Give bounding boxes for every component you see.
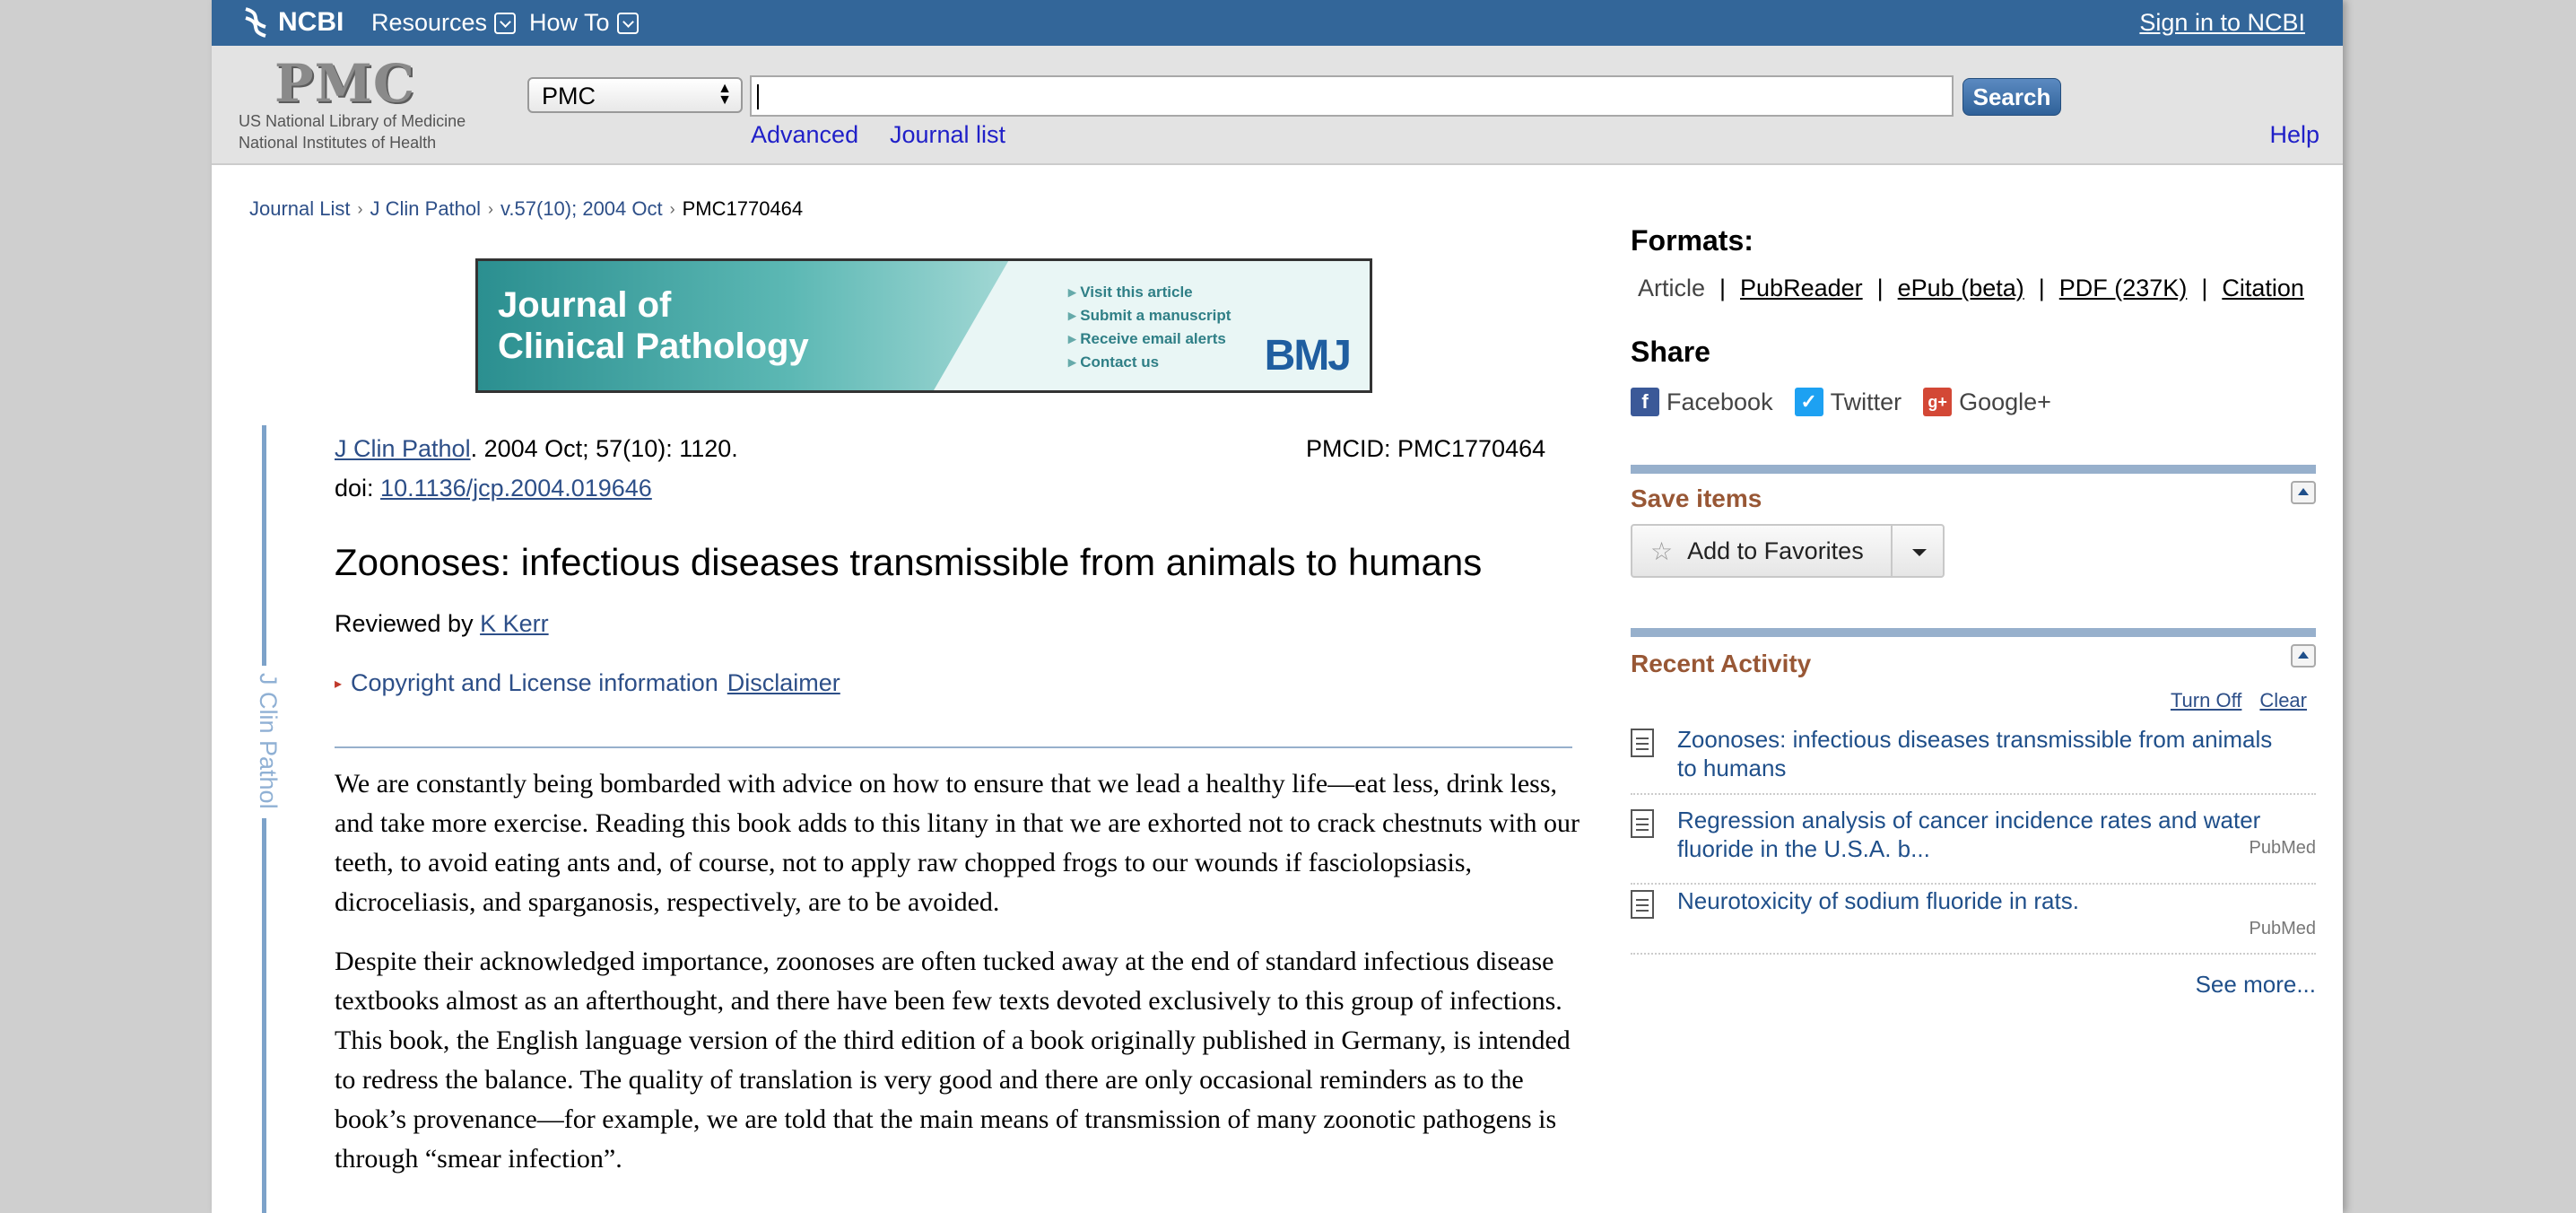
breadcrumb-journal-list[interactable]: Journal List	[249, 197, 351, 220]
pmc-logo[interactable]	[239, 53, 490, 153]
banner-journal-line-1: Journal of	[498, 285, 672, 325]
paragraph: Despite their acknowledged importance, zoonoses are often tucked away at the end of standard infectious disease textbooks almost as an afterthought, and there have been few texts devoted exclusively to this group of infections. This book, the English language version of the third edition of a book originally published in Germany, is intended to redress the balance. The quality of translation is very good and there are only occasional reminders as to the book’s provenance—for example, we are told that the main means of transmission of many zoonotic pathogens is through “smear infection”.	[335, 947, 1571, 1174]
document-icon	[1631, 809, 1654, 838]
chevron-down-icon	[617, 13, 639, 34]
share-google-label: Google+	[1959, 388, 2051, 415]
select-arrows-icon: ▲ ▼	[718, 81, 732, 108]
recent-activity-heading: Recent Activity	[1631, 650, 1812, 677]
breadcrumb-current: PMC1770464	[682, 197, 804, 220]
share-twitter[interactable]	[1795, 388, 1902, 416]
recent-activity-source: PubMed	[2249, 838, 2316, 858]
turn-off-link[interactable]: Turn Off	[2170, 689, 2242, 711]
recent-activity-source: PubMed	[2249, 919, 2316, 938]
document-icon	[1631, 729, 1654, 757]
journal-side-label-text: J Clin Pathol	[255, 673, 282, 809]
database-select[interactable]	[527, 77, 743, 113]
add-to-favorites-label: Add to Favorites	[1687, 537, 1864, 564]
pmc-logo-mark: PMC	[274, 53, 415, 114]
howto-menu[interactable]	[529, 9, 639, 37]
chevron-right-icon: ›	[357, 199, 363, 218]
breadcrumb-issue[interactable]: v.57(10); 2004 Oct	[500, 197, 663, 220]
triangle-right-icon: ▸	[335, 676, 343, 692]
recent-activity-item[interactable]	[1631, 806, 2316, 885]
banner-journal-name	[498, 284, 809, 367]
reviewed-label: Reviewed by	[335, 610, 481, 637]
chevron-right-icon: ›	[488, 199, 494, 218]
formats-list	[1638, 275, 2304, 302]
article-body	[335, 764, 1583, 1199]
bmj-logo: BMJ	[1264, 332, 1350, 380]
format-article: Article	[1638, 275, 1706, 301]
copyright-toggle[interactable]: Copyright and License information	[351, 669, 718, 696]
search-header	[212, 46, 2343, 165]
resources-label: Resources	[371, 9, 488, 36]
share-google[interactable]	[1923, 388, 2051, 416]
sign-in-link[interactable]: Sign in to NCBI	[2139, 9, 2305, 36]
ncbi-helix-icon	[240, 5, 271, 39]
format-epub[interactable]: ePub (beta)	[1897, 275, 2024, 301]
star-icon: ☆	[1650, 537, 1674, 565]
journal-link[interactable]: J Clin Pathol	[335, 435, 471, 462]
separator: |	[2038, 275, 2045, 301]
howto-label: How To	[529, 9, 610, 36]
recent-activity-bar	[1631, 628, 2316, 637]
share-facebook[interactable]	[1631, 388, 1773, 416]
separator: |	[1719, 275, 1727, 301]
format-citation[interactable]: Citation	[2222, 275, 2304, 301]
separator: |	[1876, 275, 1884, 301]
text-cursor	[757, 84, 759, 109]
copyright-row	[335, 669, 840, 697]
banner-journal-line-2: Clinical Pathology	[498, 327, 809, 366]
ncbi-logo[interactable]	[240, 5, 344, 39]
disclaimer-link[interactable]: Disclaimer	[727, 669, 840, 696]
facebook-icon: f	[1631, 388, 1659, 416]
divider	[335, 746, 1572, 748]
add-to-favorites-button[interactable]	[1632, 526, 1893, 576]
save-items-heading: Save items	[1631, 484, 1762, 512]
separator: |	[2201, 275, 2208, 301]
banner-link-alerts[interactable]: ▸ Receive email alerts	[1068, 327, 1231, 351]
chevron-right-icon: ›	[669, 199, 675, 218]
recent-activity-item[interactable]	[1631, 725, 2316, 795]
reviewed-by	[335, 610, 549, 638]
format-pdf[interactable]: PDF (237K)	[2058, 275, 2188, 301]
pmcid: PMCID: PMC1770464	[1306, 435, 1546, 462]
recent-activity-item[interactable]	[1631, 886, 2316, 955]
page	[212, 0, 2343, 1213]
banner-link-visit[interactable]: ▸ Visit this article	[1068, 281, 1231, 304]
journal-banner[interactable]	[475, 258, 1372, 393]
database-select-value: PMC	[542, 83, 596, 109]
format-pubreader[interactable]: PubReader	[1740, 275, 1863, 301]
journal-list-link[interactable]: Journal list	[890, 121, 1006, 148]
collapse-recent-activity-icon[interactable]	[2291, 644, 2316, 668]
document-icon	[1631, 890, 1654, 919]
journal-side-label	[230, 666, 300, 818]
journal-side-line	[262, 425, 266, 1213]
citation	[335, 429, 738, 508]
doi-label: doi:	[335, 475, 381, 502]
help-link[interactable]: Help	[2269, 121, 2319, 148]
add-to-favorites-control	[1631, 524, 1945, 578]
share-twitter-label: Twitter	[1830, 388, 1902, 415]
share-heading: Share	[1631, 336, 1710, 368]
collapse-save-items-icon[interactable]	[2291, 481, 2316, 504]
chevron-down-icon	[494, 13, 516, 34]
search-button[interactable]: Search	[1962, 78, 2061, 116]
recent-activity-controls	[2171, 689, 2307, 712]
search-input[interactable]	[750, 75, 1954, 117]
breadcrumb	[249, 197, 803, 221]
paragraph: We are constantly being bombarded with advice on how to ensure that we lead a healthy life—eat less, drink less, and take more exercise. Reading this book adds to this litany in that we are exhorted not to crack chestnuts with our teeth, to avoid eating ants and, of course, not to apply raw chopped frogs to our wounds if fasciolopsiasis, dicroceliasis, and sparganosis, respectively, are to be avoided.	[335, 769, 1580, 917]
recent-activity-title: Regression analysis of cancer incidence rates and water fluoride in the U.S.A. b...	[1677, 807, 2261, 862]
breadcrumb-journal[interactable]: J Clin Pathol	[370, 197, 482, 220]
clear-link[interactable]: Clear	[2259, 689, 2307, 711]
resources-menu[interactable]	[371, 9, 516, 37]
ncbi-top-bar	[212, 0, 2343, 46]
article-title: Zoonoses: infectious diseases transmissible from animals to humans	[335, 541, 1483, 583]
recent-activity-title: Zoonoses: infectious diseases transmissible from animals to humans	[1677, 726, 2273, 781]
save-items-bar	[1631, 465, 2316, 474]
share-list	[1631, 388, 2051, 416]
google-plus-icon: g+	[1923, 388, 1952, 416]
recent-activity-title: Neurotoxicity of sodium fluoride in rats.	[1677, 887, 2079, 914]
banner-link-contact[interactable]: ▸ Contact us	[1068, 351, 1231, 374]
org-line-1: US National Library of Medicine	[239, 112, 466, 130]
see-more-link[interactable]: See more...	[2195, 971, 2316, 998]
citation-details: . 2004 Oct; 57(10): 1120.	[470, 435, 738, 462]
share-facebook-label: Facebook	[1667, 388, 1773, 415]
doi-link[interactable]: 10.1136/jcp.2004.019646	[380, 475, 652, 502]
twitter-icon: ✓	[1795, 388, 1823, 416]
banner-links	[1068, 281, 1231, 374]
advanced-link[interactable]: Advanced	[751, 121, 859, 148]
banner-link-submit[interactable]: ▸ Submit a manuscript	[1068, 304, 1231, 327]
ncbi-logo-text: NCBI	[278, 7, 344, 37]
formats-heading: Formats:	[1631, 224, 1754, 257]
favorites-dropdown-button[interactable]	[1893, 526, 1943, 576]
reviewer-link[interactable]: K Kerr	[480, 610, 549, 637]
org-line-2: National Institutes of Health	[239, 134, 437, 152]
